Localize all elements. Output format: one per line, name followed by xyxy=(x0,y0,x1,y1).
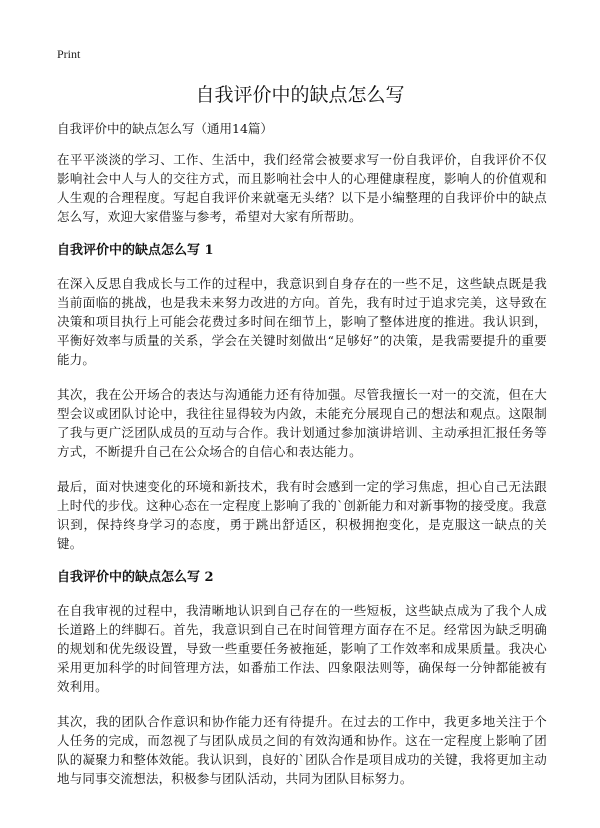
section-paragraph: 在自我审视的过程中，我清晰地认识到自己存在的一些短板，这些缺点成为了我个人成长道路上的绊脚石。首先，我意识到自己在时间管理方面存在不足。经常因为缺乏明确的规划和优先级设置，导致一些重要任务被拖延，影响了工作效率和成果质量。我决心采用更加科学的时间管理方法，如番茄工作法、四象限法则等，确保每一分钟都能被有效利用。 xyxy=(57,603,547,694)
section-2 xyxy=(57,569,547,788)
intro-paragraph: 在平平淡淡的学习、工作、生活中，我们经常会被要求写一份自我评价，自我评价不仅影响社会中人与人的交往方式，而且影响社会中人的心理健康程度，影响人的价值观和人生观的合理程度。写起自我评价来就毫无头绪？以下是小编整理的自我评价中的缺点怎么写，欢迎大家借鉴与参考，希望对大家有所帮助。 xyxy=(57,152,547,224)
document-body xyxy=(57,120,547,804)
section-paragraph: 最后，面对快速变化的环境和新技术，我有时会感到一定的学习焦虑，担心自己无法跟上时代的步伐。这种心态在一定程度上影响了我的`创新能力和对新事物的接受度。我意识到，保持终身学习的态度，勇于跳出舒适区，积极拥抱变化，是克服这一缺点的关键。 xyxy=(57,479,547,551)
section-paragraph: 其次，我的团队合作意识和协作能力还有待提升。在过去的工作中，我更多地关注于个人任务的完成，而忽视了与团队成员之间的有效沟通和协作。这在一定程度上影响了团队的凝聚力和整体效能。我认识到，良好的`团队合作是项目成功的关键，我将更加主动地与同事交流想法，积极参与团队活动，共同为团队目标努力。 xyxy=(57,714,547,786)
section-paragraph: 其次，我在公开场合的表达与沟通能力还有待加强。尽管我擅长一对一的交流，但在大型会议或团队讨论中，我往往显得较为内敛，未能充分展现自己的想法和观点。这限制了我与更广泛团队成员的互动与合作。我计划通过参加演讲培训、主动承担汇报任务等方式，不断提升自己在公众场合的自信心和表达能力。 xyxy=(57,387,547,459)
page-title: 自我评价中的缺点怎么写 xyxy=(195,84,405,106)
print-link[interactable]: Print xyxy=(57,47,81,61)
section-heading: 自我评价中的缺点怎么写 1 xyxy=(57,243,214,258)
section-paragraph: 在深入反思自我成长与工作的过程中，我意识到自身存在的一些不足，这些缺点既是我当前面临的挑战，也是我未来努力改进的方向。首先，我有时过于追求完美，这导致在决策和项目执行上可能会花费过多时间在细节上，影响了整体进度的推进。我认识到，平衡好效率与质量的关系，学会在关键时刻做出“足够好”的决策，是我需要提升的重要能力。 xyxy=(57,276,547,367)
section-1 xyxy=(57,242,547,553)
document-subtitle: 自我评价中的缺点怎么写（通用14篇） xyxy=(57,121,273,136)
section-heading: 自我评价中的缺点怎么写 2 xyxy=(57,570,214,585)
